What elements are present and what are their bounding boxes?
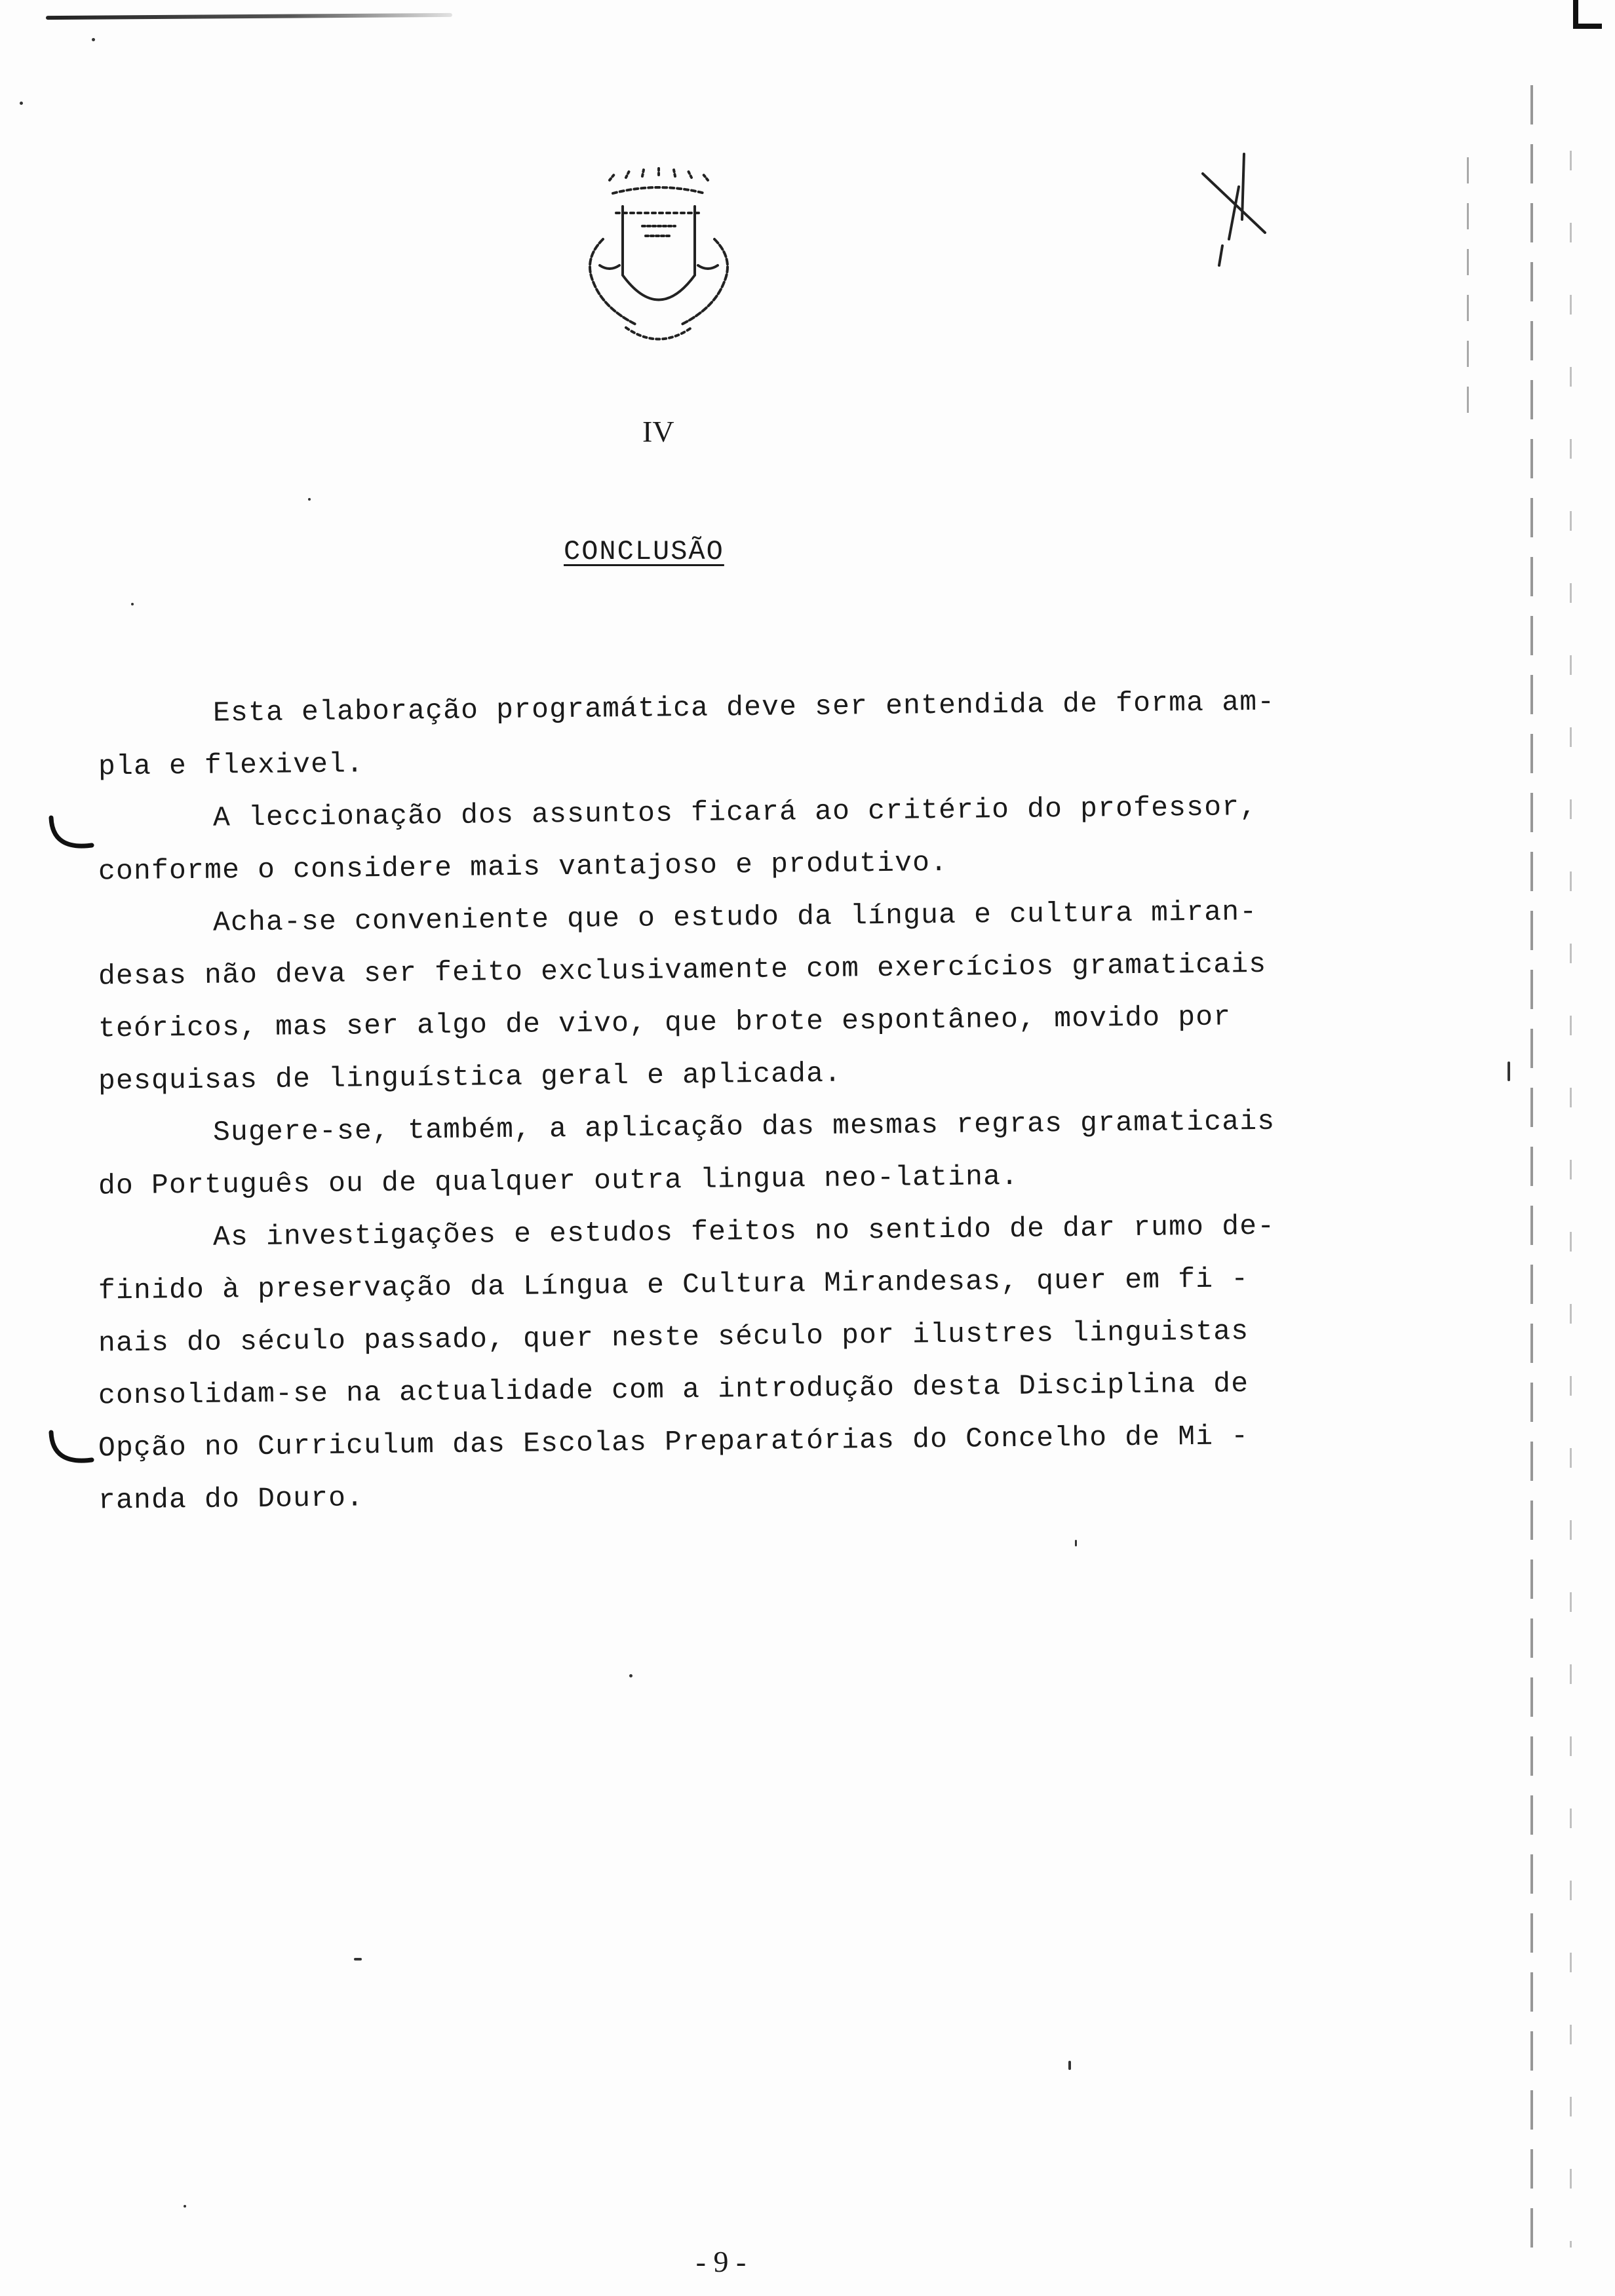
scan-speck [1508,1062,1510,1081]
cross-mark-icon [1193,147,1285,278]
text-line: As investigações e estudos feitos no sentido de dar rumo de- [212,1210,1275,1253]
scan-speck [131,603,134,605]
body-text [98,681,1416,1520]
text-line: nais do século passado, quer neste século por ilustres linguistas [98,1315,1249,1360]
coat-of-arms-icon [564,167,754,357]
text-line: teóricos, mas ser algo de vivo, que brote espontâneo, movido por [98,1001,1232,1045]
scan-edge-line [1467,157,1469,432]
text-line: Acha-se conveniente que o estudo da língua e cultura miran- [212,896,1258,939]
scan-speck [1068,2061,1071,2070]
scan-speck [184,2205,186,2208]
scan-speck [308,498,311,501]
text-line: pesquisas de linguística geral e aplicada. [98,1057,842,1098]
text-line: Sugere-se, também, a aplicação das mesmas regras gramaticais [212,1105,1275,1149]
text-line: A leccionação dos assuntos ficará ao critério do professor, [212,791,1258,834]
page-number: - 9 - [695,2245,747,2278]
scan-speck [354,1958,362,1961]
text-line: pla e flexivel. [98,748,364,783]
scan-speck [92,38,95,41]
margin-bracket-icon [46,1427,98,1473]
text-line: Esta elaboração programática deve ser entendida de forma am- [212,685,1275,729]
scan-top-rule [46,13,452,20]
scan-edge-line [1530,85,1533,2267]
section-title: CONCLUSÃO [564,536,724,567]
text-line: Opção no Curriculum das Escolas Preparatórias do Concelho de Mi - [98,1420,1249,1464]
text-line: conforme o considere mais vantajoso e produtivo. [98,846,948,888]
text-line: finido à preservação da Língua e Cultura Mirandesas, quer em fi - [98,1263,1249,1307]
text-line: consolidam-se na actualidade com a introdução desta Disciplina de [98,1368,1249,1412]
margin-bracket-icon [46,813,98,858]
scan-speck [20,102,23,105]
section-number: IV [642,415,674,448]
scan-speck [1075,1540,1077,1546]
text-line: desas não deva ser feito exclusivamente com exercícios gramaticais [98,947,1267,993]
scan-speck [629,1674,632,1677]
text-line: do Português ou de qualquer outra lingua neo-latina. [98,1160,1019,1202]
scan-corner-mark [1573,0,1602,29]
text-line: randa do Douro. [98,1482,364,1517]
scan-edge-line [1570,151,1572,2248]
